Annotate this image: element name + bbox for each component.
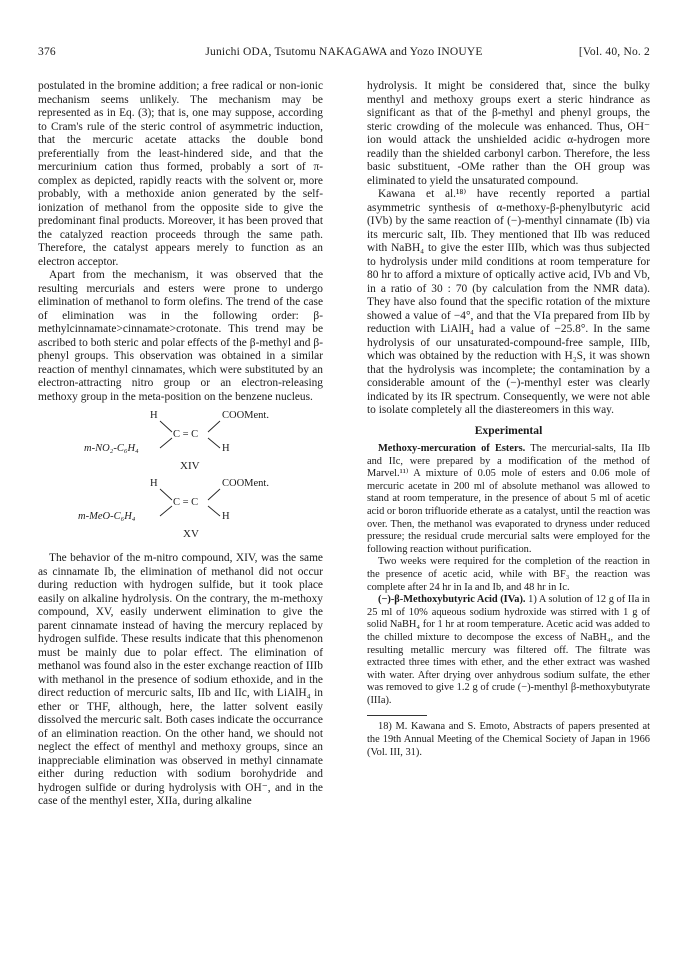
paragraph-body: 1) A solution of 12 g of IIa in 25 ml of 10% aqueous sodium hydroxide was stirred with 1 g of solid NaBH₄ for 1 hr at room temperature. Acetic acid was added to the chilled mixture to decompose the excess of NaBH₄, and the resulting metallic mercury was filtered off. The filtrate was extracted three times with ether, and the ether extract was washed with water. After drying over anhydrous sodium sulfate, the ether was removed to give 1.2 g of crude (−)-menthyl β-methoxybutyrate (IIIa). <box>367 594 650 706</box>
page-number: 376 <box>38 46 56 58</box>
page-header <box>38 46 650 66</box>
formula-double-bond: C = C <box>173 497 199 508</box>
structural-formula-xv <box>38 478 323 542</box>
left-column <box>38 80 323 809</box>
formula-label: XV <box>183 528 199 540</box>
formula-double-bond: C = C <box>173 429 199 440</box>
paragraph-body: The mercurial-salts, IIa IIb and IIc, were prepared by a modification of the method of Marvel.¹¹⁾ A mixture of 0.05 mole of esters and 0.06 mole of mercuric acetate in 200 ml of absolute methanol was allowed to stand at room temperature, in the presence of about 5 ml of acetic acid or boron trifluoride etherate as a catalyst, until the reaction was over. Then, the methanol was evaporated to dryness under reduced pressure; the residual crude mercurial salts were employed for the following reaction without purification. <box>367 443 650 555</box>
running-head-authors: Junichi ODA, Tsutomu NAKAGAWA and Yozo INOUYE <box>205 46 483 58</box>
subsection-title: (−)-β-Methoxybutyric Acid (IVa). <box>378 594 526 606</box>
formula-h-top: H <box>150 410 158 421</box>
formula-aryl-group: m-MeO-C₆H₄ <box>78 511 136 522</box>
paragraph: The behavior of the m-nitro compound, XIV, was the same as cinnamate Ib, the elimination of methanol did not occur during reduction with hydrogen sulfide, but it took place easily on alkaline hydrolysis. On the contrary, the m-methoxy compound, XV, easily underwent elimination to give the parent cinnamate instead of having the mercury replaced by hydrogen sulfide. These results indicate that this phenomenon must be mainly due to polar effect. The elimination of methanol was found also in the ester exchange reaction of IIIb with methanol in the presence of sodium ethoxide, and in the direct reduction of mercuric salts, IIb and IIc, with LiAlH₄ in ether or THF, although, here, the latter solvent easily dissolved the mercuric salt. Both cases indicate the occurrance of an elimination reaction. On the other hand, we should not neglect the effect of menthyl and methoxy groups, since an inappreciable elimination was observed in methyl cinnamate either during reduction with sodium borohydride and hydrogen sulfide or during hydrolysis with OH⁻, and in the case of the menthyl ester, XIIa, during alkaline <box>38 552 323 807</box>
formula-label: XIV <box>180 460 200 472</box>
paragraph: Apart from the mechanism, it was observed that the resulting mercurials and esters were prone to undergo elimination of methanol to form olefins. The trend of the case of elimination was in the following order: β-methylcinnamate>cinnamate>crotonate. This trend may be ascribed to both steric and polar effects of the β-methyl and β-phenyl groups. This observation was obtained in a similar reaction of menthyl cinnamates, which were substituted by an electron-attracting nitro group or an electron-releasing methoxy group in the meta-position on the benzene nucleus. <box>38 269 323 403</box>
footnote-divider <box>367 715 427 716</box>
paragraph <box>367 443 650 556</box>
formula-h-bottom: H <box>222 443 230 454</box>
formula-bonds <box>38 478 323 542</box>
footnote: 18) M. Kawana and S. Emoto, Abstracts of papers presented at the 19th Annual Meeting of the Chemical Society of Japan in 1966 (Vol. III, 31). <box>367 721 650 758</box>
paragraph: Kawana et al.¹⁸⁾ have recently reported a partial asymmetric synthesis of α-methoxy-β-phenylbutyric acid (IVb) by the same reaction of (−)-menthyl cinnamate (Ib) via its mercuric salt, IIb. They mentioned that IIb was reduced with NaBH₄ to give the ester IIIb, which was thus subjected to hydrolysis under mild conditions at room temperature for 80 hr to afford a mixture of optically active acid, IVb and Vb, in a ratio of 30 : 70 (by calculation from the NMR data). They have also found that the specific rotation of the mixture showed a value of −4°, and that the VIa prepared from IIb by reduction with LiAlH₄ had a value of −25.8°. In the same hydrolysis of our unsaturated-compound-free sample, IIIb, which was obtained by the reduction with H₂S, it was shown that the hydrolysis was incomplete; the contamination by a considerable amount of the (−)-menthyl ester was clearly indicated by its IR spectrum. Consequently, we were not able to isolate completely all the diastereomers in this way. <box>367 188 650 416</box>
formula-aryl-group: m-NO₂-C₆H₄ <box>84 443 139 454</box>
volume-info: [Vol. 40, No. 2 <box>578 46 650 58</box>
subsection-title: Methoxy-mercuration of Esters. <box>378 443 526 454</box>
formula-ester-group: COOMent. <box>222 410 269 421</box>
paragraph: postulated in the bromine addition; a free radical or non-ionic mechanism seems unlikely. The mechanism may be represented as in Eq. (3); that is, one may suppose, according to Cram's rule of the steric control of asymmetric induction, that the mercuric acetate attacks the double bond preferentially from the least-hindered side, and that the mercurinium cation thus formed, probably a sort of π-complex as depicted, rapidly reacts with the solvent or, more probably, with a methoxide anion generated by the self-ionization of methanol from the opposite side to give the predominant final products. Moreover, it has been proved that the catalyzed reaction proceeds through the same path. Therefore, the catalyst appears merely to function as an electron acceptor. <box>38 80 323 268</box>
formula-ester-group: COOMent. <box>222 478 269 489</box>
structural-formula-xiv <box>38 410 323 474</box>
formula-h-top: H <box>150 478 158 489</box>
paragraph <box>367 594 650 707</box>
paragraph: hydrolysis. It might be considered that, since the bulky menthyl and methoxy groups exert a steric hindrance as significant as that of the β-methyl and phenyl groups, the steric crowding of the molecule was enhanced. Thus, OH⁻ ion would attack the unshielded acidic α-hydrogen more readily than the shielded carbonyl carbon. Therefore, the less basic substituent, -OMe rather than the OH group was eliminated to yield the unsaturated compound. <box>367 80 650 187</box>
formula-h-bottom: H <box>222 511 230 522</box>
right-column <box>367 80 650 759</box>
paragraph: Two weeks were required for the completion of the reaction in the presence of acetic acid, while with BF₃ the reaction was complete after 24 hr in Ia and Ib, and 48 hr in Ic. <box>367 556 650 593</box>
section-title-experimental: Experimental <box>474 423 543 437</box>
